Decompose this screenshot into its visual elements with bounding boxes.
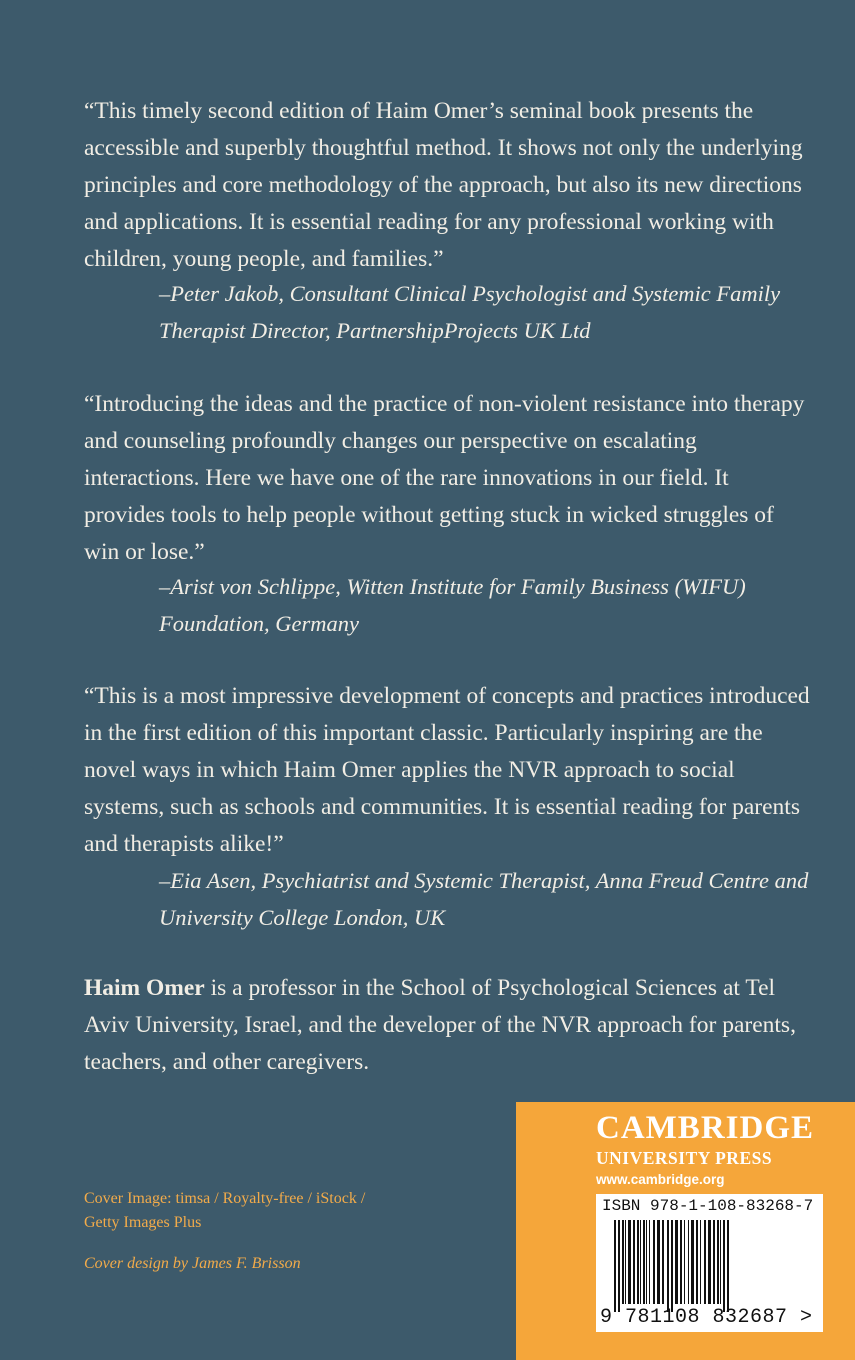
barcode-bar (723, 1220, 725, 1312)
barcode-bar (727, 1220, 729, 1312)
barcode-bar (640, 1220, 641, 1304)
barcode-bar (700, 1220, 701, 1304)
barcode-bar (696, 1220, 698, 1304)
endorsement-quote-1: “This timely second edition of Haim Omer’s seminal book presents the accessible and superbly thoughtful method. It shows not only the underlying principles and core methodology of the approach, but also its new directions and applications. It is essential reading for any professional working with children, young people, and families.” (84, 98, 803, 272)
cover-design-credit: Cover design by James F. Brisson (84, 1255, 301, 1272)
barcode-bar (646, 1220, 647, 1304)
barcode-bar (625, 1220, 626, 1304)
barcode-bar (691, 1220, 694, 1304)
barcode-bar (637, 1220, 639, 1304)
barcode-bar (708, 1220, 711, 1304)
barcode-bar (671, 1220, 673, 1312)
author-bio (84, 970, 814, 1081)
publisher-logo-name: CAMBRIDGE (596, 1110, 815, 1146)
endorsement-attribution-2: –Arist von Schlippe, Witten Institute for Family Business (WIFU) Foundation, Germany (159, 574, 746, 636)
cover-image-credit: Cover Image: timsa / Royalty-free / iStock / Getty Images Plus (84, 1190, 366, 1231)
barcode-bar (649, 1220, 650, 1304)
barcode-bar (633, 1220, 635, 1304)
barcode-bar (653, 1220, 655, 1304)
endorsement-attribution-3: –Eia Asen, Psychiatrist and Systemic Therapist, Anna Freud Centre and University College London, UK (159, 868, 809, 930)
barcode-bar (667, 1220, 669, 1312)
publisher-logo-press: UNIVERSITY PRESS (596, 1148, 773, 1168)
barcode-bar (622, 1220, 624, 1304)
publisher-url: www.cambridge.org (596, 1172, 725, 1187)
barcode-bar (713, 1220, 715, 1304)
author-name: Haim Omer (84, 975, 205, 1001)
endorsement-quote-3: “This is a most impressive development of concepts and practices introduced in the first edition of this important classic. Particularly inspiring are the novel ways in which Haim Omer applies the NVR approach to social systems, such as schools and communities. It is essential reading for parents and therapists alike!” (84, 683, 810, 857)
author-bio-text: is a professor in the School of Psychological Sciences at Tel Aviv University, Israel, and the developer of the NVR approach for parents, teachers, and other caregivers. (84, 975, 796, 1075)
barcode-bar (680, 1220, 682, 1304)
barcode-bar (704, 1220, 706, 1304)
barcode-bar (614, 1220, 616, 1312)
barcode-bar (643, 1220, 645, 1304)
barcode-digits: 9 781108 832687 > (600, 1306, 813, 1329)
barcode-bar (688, 1220, 689, 1304)
barcode-bar (675, 1220, 678, 1304)
barcode-bar (628, 1220, 631, 1304)
publisher-panel (516, 1102, 855, 1360)
endorsement-attribution-1: –Peter Jakob, Consultant Clinical Psychologist and Systemic Family Therapist Director, PartnershipProjects UK Ltd (159, 281, 781, 343)
barcode-bar (662, 1220, 664, 1304)
barcode-bar (720, 1220, 721, 1304)
barcode-bar (618, 1220, 620, 1312)
endorsement-quote-2: “Introducing the ideas and the practice of non-violent resistance into therapy and counseling profoundly changes our perspective on escalating interactions. Here we have one of the rare innovations in our field. It provides tools to help people without getting stuck in wicked struggles of win or lose.” (84, 391, 805, 565)
barcode-bar (657, 1220, 660, 1304)
isbn-barcode (596, 1194, 823, 1332)
barcode-bar (684, 1220, 685, 1304)
barcode-bar (717, 1220, 719, 1304)
isbn-label: ISBN 978-1-108-83268-7 (602, 1197, 814, 1215)
